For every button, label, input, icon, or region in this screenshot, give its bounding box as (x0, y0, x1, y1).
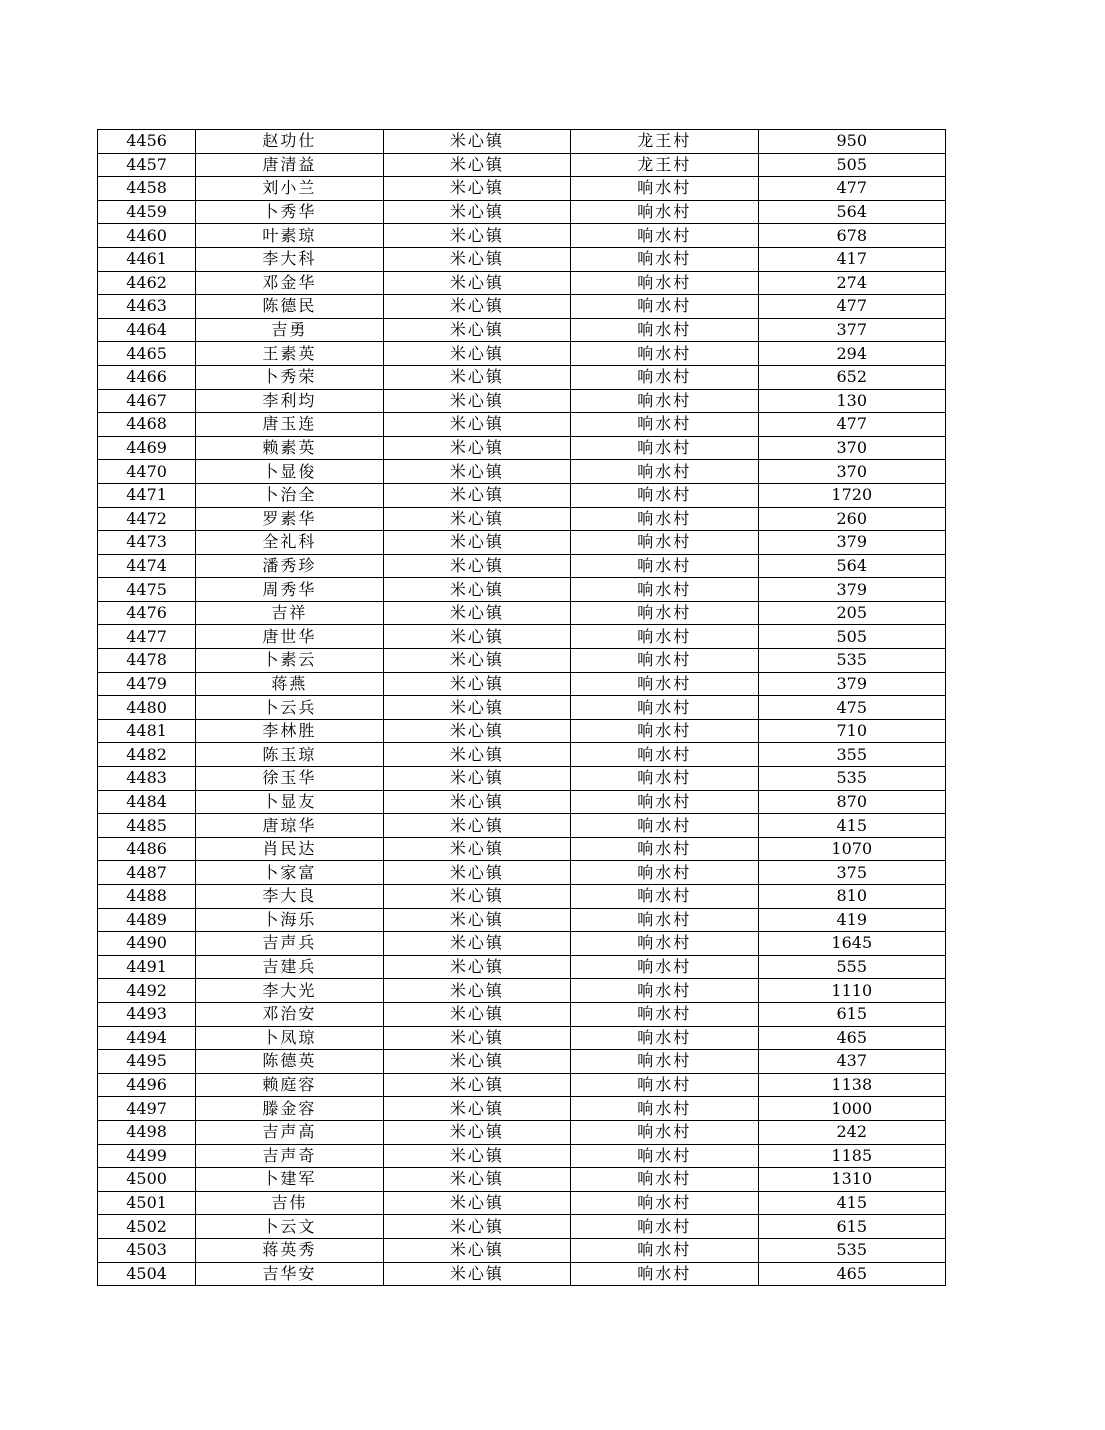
table-row (98, 649, 946, 673)
serial-number-cell: 4475 (98, 578, 196, 602)
amount-cell: 678 (758, 224, 945, 248)
amount-cell: 475 (758, 696, 945, 720)
serial-number-cell: 4465 (98, 342, 196, 366)
village-cell: 响水村 (571, 295, 758, 319)
village-cell: 响水村 (571, 483, 758, 507)
amount-cell: 505 (758, 625, 945, 649)
amount-cell: 355 (758, 743, 945, 767)
serial-number-cell: 4468 (98, 413, 196, 437)
village-cell: 响水村 (571, 271, 758, 295)
amount-cell: 437 (758, 1050, 945, 1074)
serial-number-cell: 4496 (98, 1073, 196, 1097)
town-cell: 米心镇 (383, 814, 570, 838)
town-cell: 米心镇 (383, 200, 570, 224)
table-row (98, 1191, 946, 1215)
amount-cell: 555 (758, 955, 945, 979)
table-row (98, 531, 946, 555)
name-cell: 李利均 (196, 389, 383, 413)
amount-cell: 535 (758, 767, 945, 791)
amount-cell: 294 (758, 342, 945, 366)
amount-cell: 1720 (758, 483, 945, 507)
table-row (98, 247, 946, 271)
village-cell: 响水村 (571, 1168, 758, 1192)
table-row (98, 507, 946, 531)
serial-number-cell: 4456 (98, 130, 196, 154)
table-row (98, 342, 946, 366)
name-cell: 李林胜 (196, 719, 383, 743)
serial-number-cell: 4480 (98, 696, 196, 720)
serial-number-cell: 4486 (98, 837, 196, 861)
serial-number-cell: 4471 (98, 483, 196, 507)
name-cell: 卜建军 (196, 1168, 383, 1192)
name-cell: 吉伟 (196, 1191, 383, 1215)
village-cell: 响水村 (571, 1120, 758, 1144)
table-row (98, 601, 946, 625)
table-row (98, 177, 946, 201)
table-row (98, 413, 946, 437)
serial-number-cell: 4487 (98, 861, 196, 885)
amount-cell: 1110 (758, 979, 945, 1003)
name-cell: 全礼科 (196, 531, 383, 555)
table-row (98, 365, 946, 389)
amount-cell: 505 (758, 153, 945, 177)
amount-cell: 950 (758, 130, 945, 154)
town-cell: 米心镇 (383, 578, 570, 602)
town-cell: 米心镇 (383, 130, 570, 154)
amount-cell: 1000 (758, 1097, 945, 1121)
data-table (97, 129, 946, 1286)
table-row (98, 932, 946, 956)
town-cell: 米心镇 (383, 554, 570, 578)
table-row (98, 1238, 946, 1262)
village-cell: 响水村 (571, 554, 758, 578)
village-cell: 响水村 (571, 601, 758, 625)
town-cell: 米心镇 (383, 436, 570, 460)
amount-cell: 379 (758, 531, 945, 555)
town-cell: 米心镇 (383, 908, 570, 932)
serial-number-cell: 4473 (98, 531, 196, 555)
table-row (98, 436, 946, 460)
table-row (98, 955, 946, 979)
name-cell: 潘秀珍 (196, 554, 383, 578)
serial-number-cell: 4466 (98, 365, 196, 389)
name-cell: 赖庭容 (196, 1073, 383, 1097)
amount-cell: 1185 (758, 1144, 945, 1168)
table-row (98, 1097, 946, 1121)
table-row (98, 130, 946, 154)
serial-number-cell: 4464 (98, 318, 196, 342)
village-cell: 响水村 (571, 1026, 758, 1050)
village-cell: 响水村 (571, 1144, 758, 1168)
name-cell: 叶素琼 (196, 224, 383, 248)
name-cell: 滕金容 (196, 1097, 383, 1121)
name-cell: 吉华安 (196, 1262, 383, 1286)
table-row (98, 1215, 946, 1239)
amount-cell: 870 (758, 790, 945, 814)
town-cell: 米心镇 (383, 1120, 570, 1144)
village-cell: 响水村 (571, 200, 758, 224)
name-cell: 吉祥 (196, 601, 383, 625)
amount-cell: 810 (758, 885, 945, 909)
table-row (98, 1026, 946, 1050)
table-row (98, 837, 946, 861)
name-cell: 唐玉连 (196, 413, 383, 437)
amount-cell: 377 (758, 318, 945, 342)
table-row (98, 578, 946, 602)
name-cell: 赵功仕 (196, 130, 383, 154)
amount-cell: 417 (758, 247, 945, 271)
name-cell: 吉勇 (196, 318, 383, 342)
table-row (98, 885, 946, 909)
table-row (98, 153, 946, 177)
amount-cell: 615 (758, 1002, 945, 1026)
table-row (98, 483, 946, 507)
town-cell: 米心镇 (383, 224, 570, 248)
town-cell: 米心镇 (383, 1144, 570, 1168)
name-cell: 卜显俊 (196, 460, 383, 484)
village-cell: 龙王村 (571, 153, 758, 177)
serial-number-cell: 4467 (98, 389, 196, 413)
town-cell: 米心镇 (383, 1215, 570, 1239)
serial-number-cell: 4503 (98, 1238, 196, 1262)
town-cell: 米心镇 (383, 1002, 570, 1026)
town-cell: 米心镇 (383, 767, 570, 791)
town-cell: 米心镇 (383, 247, 570, 271)
serial-number-cell: 4458 (98, 177, 196, 201)
table-row (98, 767, 946, 791)
village-cell: 响水村 (571, 1238, 758, 1262)
serial-number-cell: 4477 (98, 625, 196, 649)
serial-number-cell: 4501 (98, 1191, 196, 1215)
name-cell: 赖素英 (196, 436, 383, 460)
name-cell: 陈玉琼 (196, 743, 383, 767)
name-cell: 吉声兵 (196, 932, 383, 956)
table-row (98, 719, 946, 743)
serial-number-cell: 4498 (98, 1120, 196, 1144)
name-cell: 李大科 (196, 247, 383, 271)
name-cell: 徐玉华 (196, 767, 383, 791)
village-cell: 响水村 (571, 672, 758, 696)
town-cell: 米心镇 (383, 649, 570, 673)
town-cell: 米心镇 (383, 719, 570, 743)
serial-number-cell: 4482 (98, 743, 196, 767)
town-cell: 米心镇 (383, 413, 570, 437)
village-cell: 响水村 (571, 177, 758, 201)
table-row (98, 224, 946, 248)
town-cell: 米心镇 (383, 790, 570, 814)
village-cell: 响水村 (571, 318, 758, 342)
village-cell: 响水村 (571, 719, 758, 743)
village-cell: 响水村 (571, 224, 758, 248)
village-cell: 响水村 (571, 979, 758, 1003)
name-cell: 蒋燕 (196, 672, 383, 696)
amount-cell: 477 (758, 295, 945, 319)
town-cell: 米心镇 (383, 861, 570, 885)
table-row (98, 1050, 946, 1074)
town-cell: 米心镇 (383, 271, 570, 295)
name-cell: 唐清益 (196, 153, 383, 177)
amount-cell: 370 (758, 436, 945, 460)
table-row (98, 389, 946, 413)
village-cell: 响水村 (571, 649, 758, 673)
village-cell: 响水村 (571, 743, 758, 767)
village-cell: 响水村 (571, 1191, 758, 1215)
name-cell: 蒋英秀 (196, 1238, 383, 1262)
serial-number-cell: 4476 (98, 601, 196, 625)
village-cell: 响水村 (571, 1002, 758, 1026)
serial-number-cell: 4490 (98, 932, 196, 956)
table-row (98, 460, 946, 484)
name-cell: 卜治全 (196, 483, 383, 507)
serial-number-cell: 4493 (98, 1002, 196, 1026)
village-cell: 响水村 (571, 247, 758, 271)
name-cell: 陈德英 (196, 1050, 383, 1074)
serial-number-cell: 4470 (98, 460, 196, 484)
name-cell: 卜显友 (196, 790, 383, 814)
town-cell: 米心镇 (383, 672, 570, 696)
table-row (98, 743, 946, 767)
amount-cell: 477 (758, 177, 945, 201)
town-cell: 米心镇 (383, 342, 570, 366)
village-cell: 响水村 (571, 1215, 758, 1239)
amount-cell: 477 (758, 413, 945, 437)
village-cell: 响水村 (571, 1050, 758, 1074)
name-cell: 卜秀荣 (196, 365, 383, 389)
table-row (98, 200, 946, 224)
name-cell: 罗素华 (196, 507, 383, 531)
serial-number-cell: 4474 (98, 554, 196, 578)
serial-number-cell: 4469 (98, 436, 196, 460)
name-cell: 吉声高 (196, 1120, 383, 1144)
serial-number-cell: 4488 (98, 885, 196, 909)
name-cell: 肖民达 (196, 837, 383, 861)
amount-cell: 260 (758, 507, 945, 531)
village-cell: 响水村 (571, 932, 758, 956)
serial-number-cell: 4463 (98, 295, 196, 319)
table-row (98, 790, 946, 814)
town-cell: 米心镇 (383, 1191, 570, 1215)
town-cell: 米心镇 (383, 153, 570, 177)
village-cell: 响水村 (571, 342, 758, 366)
amount-cell: 205 (758, 601, 945, 625)
village-cell: 响水村 (571, 1262, 758, 1286)
village-cell: 响水村 (571, 861, 758, 885)
town-cell: 米心镇 (383, 389, 570, 413)
serial-number-cell: 4481 (98, 719, 196, 743)
name-cell: 唐世华 (196, 625, 383, 649)
amount-cell: 370 (758, 460, 945, 484)
serial-number-cell: 4460 (98, 224, 196, 248)
name-cell: 邓金华 (196, 271, 383, 295)
town-cell: 米心镇 (383, 365, 570, 389)
name-cell: 李大光 (196, 979, 383, 1003)
serial-number-cell: 4459 (98, 200, 196, 224)
serial-number-cell: 4489 (98, 908, 196, 932)
serial-number-cell: 4472 (98, 507, 196, 531)
village-cell: 响水村 (571, 1073, 758, 1097)
table-row (98, 295, 946, 319)
table-row (98, 814, 946, 838)
table-row (98, 908, 946, 932)
town-cell: 米心镇 (383, 531, 570, 555)
name-cell: 卜家富 (196, 861, 383, 885)
town-cell: 米心镇 (383, 696, 570, 720)
table-row (98, 1144, 946, 1168)
village-cell: 响水村 (571, 790, 758, 814)
table-row (98, 696, 946, 720)
serial-number-cell: 4485 (98, 814, 196, 838)
town-cell: 米心镇 (383, 177, 570, 201)
amount-cell: 375 (758, 861, 945, 885)
village-cell: 响水村 (571, 837, 758, 861)
table-row (98, 271, 946, 295)
amount-cell: 710 (758, 719, 945, 743)
town-cell: 米心镇 (383, 318, 570, 342)
amount-cell: 1645 (758, 932, 945, 956)
serial-number-cell: 4504 (98, 1262, 196, 1286)
village-cell: 响水村 (571, 908, 758, 932)
name-cell: 唐琼华 (196, 814, 383, 838)
village-cell: 响水村 (571, 389, 758, 413)
amount-cell: 419 (758, 908, 945, 932)
village-cell: 响水村 (571, 814, 758, 838)
amount-cell: 615 (758, 1215, 945, 1239)
name-cell: 卜秀华 (196, 200, 383, 224)
village-cell: 响水村 (571, 507, 758, 531)
town-cell: 米心镇 (383, 483, 570, 507)
village-cell: 响水村 (571, 696, 758, 720)
table-row (98, 1120, 946, 1144)
town-cell: 米心镇 (383, 837, 570, 861)
town-cell: 米心镇 (383, 1097, 570, 1121)
serial-number-cell: 4483 (98, 767, 196, 791)
table-row (98, 861, 946, 885)
town-cell: 米心镇 (383, 625, 570, 649)
table-body (98, 130, 946, 1286)
amount-cell: 535 (758, 649, 945, 673)
town-cell: 米心镇 (383, 1262, 570, 1286)
serial-number-cell: 4484 (98, 790, 196, 814)
table-row (98, 1168, 946, 1192)
table-row (98, 554, 946, 578)
village-cell: 响水村 (571, 365, 758, 389)
serial-number-cell: 4491 (98, 955, 196, 979)
amount-cell: 274 (758, 271, 945, 295)
serial-number-cell: 4495 (98, 1050, 196, 1074)
table-row (98, 979, 946, 1003)
amount-cell: 1138 (758, 1073, 945, 1097)
serial-number-cell: 4478 (98, 649, 196, 673)
table-row (98, 625, 946, 649)
amount-cell: 415 (758, 1191, 945, 1215)
serial-number-cell: 4457 (98, 153, 196, 177)
table-row (98, 672, 946, 696)
amount-cell: 242 (758, 1120, 945, 1144)
amount-cell: 564 (758, 200, 945, 224)
town-cell: 米心镇 (383, 507, 570, 531)
amount-cell: 1070 (758, 837, 945, 861)
town-cell: 米心镇 (383, 1168, 570, 1192)
village-cell: 响水村 (571, 531, 758, 555)
village-cell: 响水村 (571, 413, 758, 437)
serial-number-cell: 4494 (98, 1026, 196, 1050)
name-cell: 王素英 (196, 342, 383, 366)
name-cell: 周秀华 (196, 578, 383, 602)
village-cell: 响水村 (571, 955, 758, 979)
village-cell: 响水村 (571, 436, 758, 460)
village-cell: 响水村 (571, 885, 758, 909)
name-cell: 卜云文 (196, 1215, 383, 1239)
town-cell: 米心镇 (383, 460, 570, 484)
town-cell: 米心镇 (383, 601, 570, 625)
village-cell: 龙王村 (571, 130, 758, 154)
name-cell: 吉建兵 (196, 955, 383, 979)
serial-number-cell: 4479 (98, 672, 196, 696)
name-cell: 卜云兵 (196, 696, 383, 720)
name-cell: 李大良 (196, 885, 383, 909)
name-cell: 卜海乐 (196, 908, 383, 932)
town-cell: 米心镇 (383, 979, 570, 1003)
name-cell: 卜素云 (196, 649, 383, 673)
town-cell: 米心镇 (383, 1026, 570, 1050)
serial-number-cell: 4461 (98, 247, 196, 271)
amount-cell: 379 (758, 578, 945, 602)
name-cell: 陈德民 (196, 295, 383, 319)
name-cell: 卜凤琼 (196, 1026, 383, 1050)
town-cell: 米心镇 (383, 1238, 570, 1262)
village-cell: 响水村 (571, 625, 758, 649)
town-cell: 米心镇 (383, 295, 570, 319)
amount-cell: 130 (758, 389, 945, 413)
serial-number-cell: 4499 (98, 1144, 196, 1168)
name-cell: 吉声奇 (196, 1144, 383, 1168)
town-cell: 米心镇 (383, 955, 570, 979)
village-cell: 响水村 (571, 1097, 758, 1121)
serial-number-cell: 4500 (98, 1168, 196, 1192)
amount-cell: 1310 (758, 1168, 945, 1192)
amount-cell: 379 (758, 672, 945, 696)
table-row (98, 1073, 946, 1097)
town-cell: 米心镇 (383, 1050, 570, 1074)
amount-cell: 465 (758, 1262, 945, 1286)
amount-cell: 465 (758, 1026, 945, 1050)
table-row (98, 318, 946, 342)
amount-cell: 564 (758, 554, 945, 578)
town-cell: 米心镇 (383, 1073, 570, 1097)
serial-number-cell: 4462 (98, 271, 196, 295)
name-cell: 刘小兰 (196, 177, 383, 201)
village-cell: 响水村 (571, 767, 758, 791)
serial-number-cell: 4502 (98, 1215, 196, 1239)
amount-cell: 652 (758, 365, 945, 389)
town-cell: 米心镇 (383, 743, 570, 767)
table-row (98, 1262, 946, 1286)
amount-cell: 535 (758, 1238, 945, 1262)
amount-cell: 415 (758, 814, 945, 838)
serial-number-cell: 4497 (98, 1097, 196, 1121)
village-cell: 响水村 (571, 578, 758, 602)
town-cell: 米心镇 (383, 932, 570, 956)
name-cell: 邓治安 (196, 1002, 383, 1026)
table-row (98, 1002, 946, 1026)
serial-number-cell: 4492 (98, 979, 196, 1003)
village-cell: 响水村 (571, 460, 758, 484)
town-cell: 米心镇 (383, 885, 570, 909)
